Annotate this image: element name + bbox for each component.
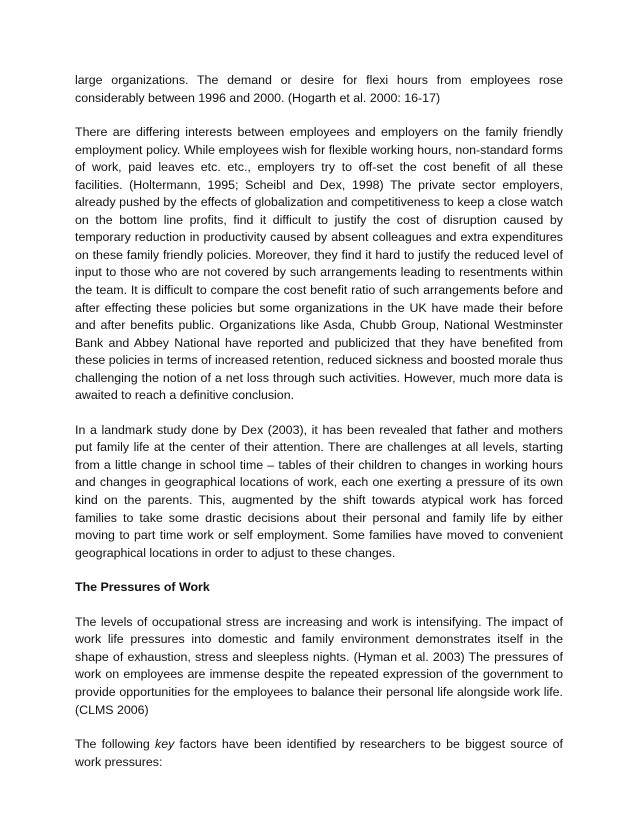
- paragraph-flexi-hours: large organizations. The demand or desire for flexi hours from employees rose considerably between 1996 and 2000. (Hogarth et al. 2000: 16-17): [75, 73, 563, 105]
- paragraph-key-factors: [75, 736, 563, 771]
- key-factors-text-before: The following: [75, 737, 155, 752]
- paragraph-occupational-stress: The levels of occupational stress are increasing and work is intensifying. The impact of work life pressures into domestic and family environment demonstrates itself in the shape of exhaustion, stress and sleepless nights. (Hyman et al. 2003) The pressures of work on employees are immense despite the repeated expression of the government to provide opportunities for the employees to balance their personal life alongside work life. (CLMS 2006): [75, 614, 563, 717]
- document-page: [75, 72, 563, 788]
- paragraph-differing-interests: There are differing interests between employees and employers on the family friendly employment policy. While employees wish for flexible working hours, non-standard forms of work, paid leaves etc. etc., employers try to off-set the cost benefit of all these facilities. (Holtermann, 1995; Scheibl and Dex, 1998) The private sector employers, already pushed by the effects of globalization and competitiveness to keep a close watch on the bottom line profits, find it difficult to justify the cost of disruption caused by temporary reduction in productivity caused by absent colleagues and extra expenditures on these family friendly policies. Moreover, they find it hard to justify the reduced level of input to those who are not covered by such arrangements leading to resentments within the team. It is difficult to compare the cost benefit ratio of such arrangements before and after effecting these policies but some organizations in the UK have made their before and after benefits public. Organizations like Asda, Chubb Group, National Westminster Bank and Abbey National have reported and publicized that they have benefited from these policies in terms of increased retention, reduced sickness and boosted morale thus challenging the notion of a net loss through such activities. However, much more data is awaited to reach a definitive conclusion.: [75, 125, 563, 403]
- paragraph-landmark-study: In a landmark study done by Dex (2003), it has been revealed that father and mothers put family life at the center of their attention. There are challenges at all levels, starting from a little change in school time – tables of their children to changes in working hours and changes in geographical locations of work, each one exerting a pressure of its own kind on the parents. This, augmented by the shift towards atypical work has forced families to take some drastic decisions about their personal and family life by either moving to part time work or self employment. Some families have moved to convenient geographical locations in order to adjust to these changes.: [75, 422, 563, 560]
- key-factors-emphasis: key: [155, 737, 175, 752]
- key-factors-text-after: factors have been identified by researchers to be biggest source of work pressures:: [75, 737, 563, 769]
- section-heading: The Pressures of Work: [75, 580, 210, 595]
